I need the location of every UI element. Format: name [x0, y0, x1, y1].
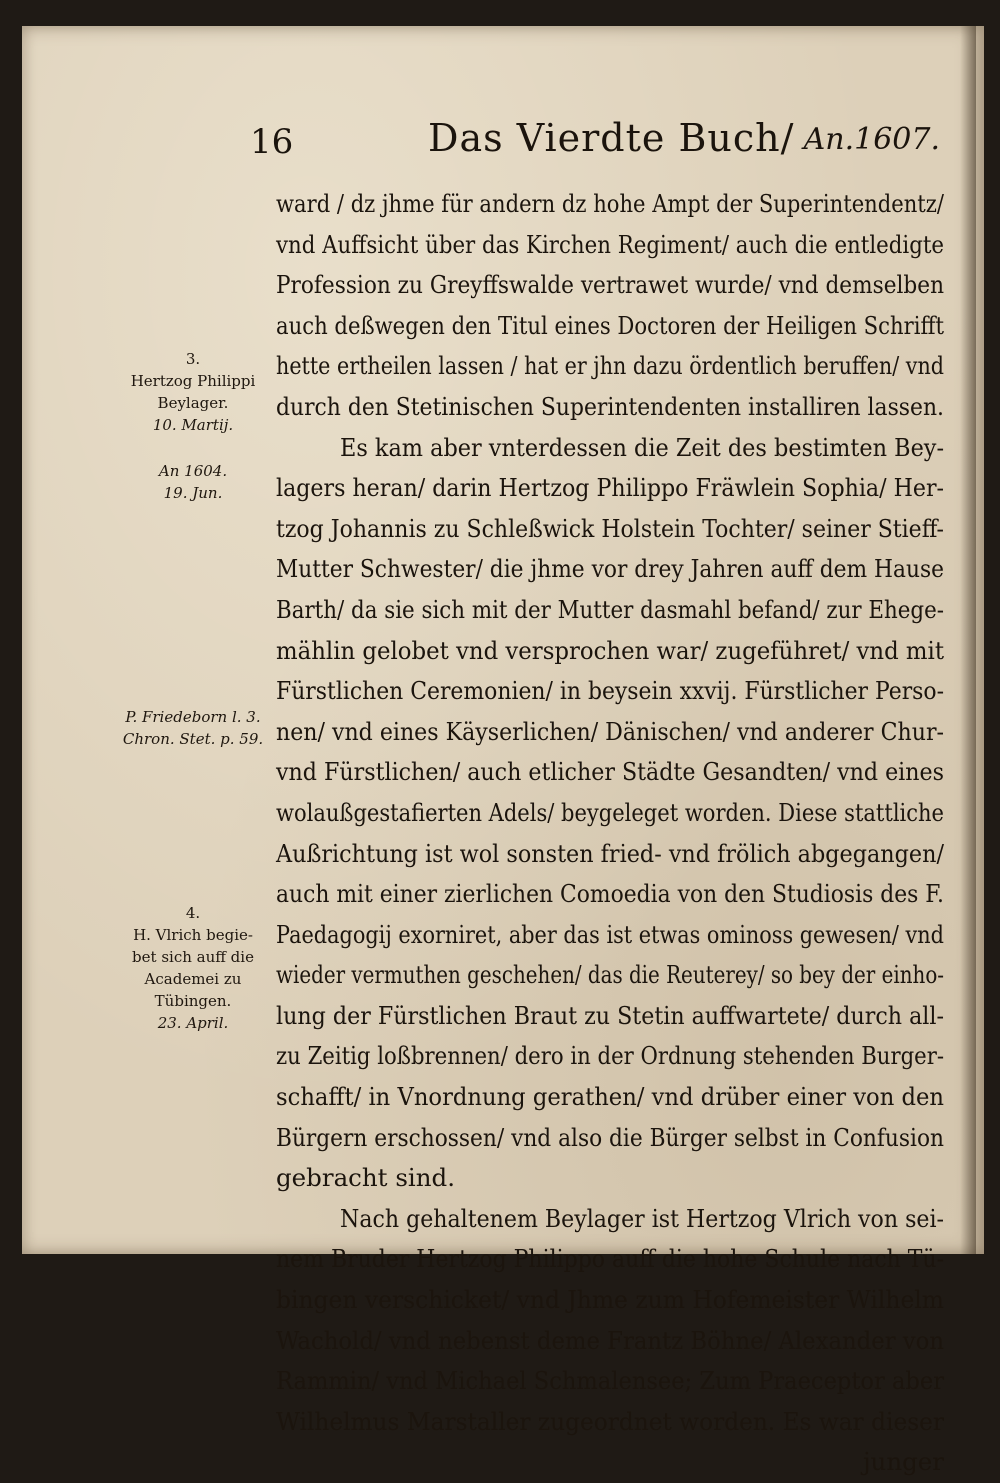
margin-note-line: Beylager.: [157, 394, 229, 412]
margin-note-line: Academei zu: [144, 970, 242, 988]
margin-note-citation: [118, 706, 268, 750]
text-line: Fürstlichen Ceremonien/ in beysein xxvij. Fürstlicher Perso-: [276, 676, 944, 706]
margin-note-ulrich: [118, 902, 268, 1034]
text-line: gebracht sind.: [276, 1163, 455, 1193]
text-line: Bürgern erschossen/ vnd also die Bürger selbst in Confusion: [276, 1122, 944, 1152]
margin-note-line: 4.: [185, 904, 201, 922]
text-line: ward / dz jhme für andern dz hohe Ampt der Superintendentz/: [276, 189, 944, 218]
paragraph-start-line: Nach gehaltenem Beylager ist Hertzog Vlrich von sei-: [340, 1203, 944, 1233]
text-line: Rammin/ vnd Michael Schmalensee; Zum Praeceptor aber: [276, 1366, 944, 1396]
margin-note-line: 19. Jun.: [163, 484, 223, 502]
margin-note-line: 23. April.: [157, 1014, 229, 1032]
margin-note-line: An 1604.: [158, 462, 228, 480]
text-line: tzog Johannis zu Schleßwick Holstein Tochter/ seiner Stieff-: [276, 513, 944, 543]
book-page: [22, 26, 984, 1477]
text-line: Mutter Schwester/ die jhme vor drey Jahren auff dem Hause: [276, 554, 944, 584]
text-line: Außrichtung ist wol sonsten fried- vnd frölich abgegangen/: [276, 838, 944, 868]
running-title: Das Vierdte Buch/: [428, 116, 795, 160]
text-line: auch deßwegen den Titul eines Doctoren der Heiligen Schrifft: [276, 310, 944, 340]
text-line: nem Bruder Hertzog Philippo auff die hohe Schule nach Tü-: [276, 1244, 944, 1274]
text-line: bingen verschicket/ vnd Jhme zum Hofemeister Wilhelm: [276, 1285, 944, 1315]
text-line: vnd Auffsicht über das Kirchen Regiment/ auch die entledigte: [276, 229, 944, 259]
page-number: 16: [250, 122, 294, 162]
running-header: [250, 108, 940, 178]
text-line: Wachold/ vnd nebenst deme Frantz Böhne/ Alexander von: [276, 1325, 944, 1355]
text-line: durch den Stetinischen Superintendenten installiren lassen.: [276, 391, 944, 421]
margin-note-line: 10. Martij.: [152, 416, 234, 434]
text-line: wolaußgestafierten Adels/ beygeleget worden. Diese stattliche: [276, 797, 944, 827]
text-line: lung der Fürstlichen Braut zu Stetin auffwartete/ durch all-: [276, 1000, 944, 1030]
body-text: [276, 184, 944, 1483]
text-line: zu Zeitig loßbrennen/ dero in der Ordnung stehenden Burger-: [276, 1041, 944, 1071]
text-line: lagers heran/ darin Hertzog Philippo Fräwlein Sophia/ Her-: [276, 473, 944, 503]
catchword: junger: [862, 1447, 944, 1477]
text-line: hette ertheilen lassen / hat er jhn dazu ördentlich beruffen/ vnd: [276, 351, 944, 381]
text-line: Paedagogij exorniret, aber das ist etwas ominoss gewesen/ vnd: [276, 919, 944, 949]
text-line: nen/ vnd eines Käyserlichen/ Dänischen/ vnd anderer Chur-: [276, 716, 944, 746]
margin-note-line: 3.: [185, 350, 201, 368]
text-line: wieder vermuthen geschehen/ das die Reuterey/ so bey der einho-: [276, 960, 944, 990]
year-marker: An.1607.: [803, 122, 940, 157]
margin-note-wedding: [118, 348, 268, 436]
text-line: schafft/ in Vnordnung gerathen/ vnd drüber einer von den: [276, 1082, 944, 1112]
margin-note-line: Hertzog Philippi: [130, 372, 256, 390]
margin-note-line: Chron. Stet. p. 59.: [122, 730, 264, 748]
paragraph-start-line: Es kam aber vnterdessen die Zeit des bestimten Bey-: [340, 432, 944, 462]
margin-note-date: [118, 460, 268, 504]
text-line: auch mit einer zierlichen Comoedia von den Studiosis des F.: [276, 879, 944, 909]
text-line: Wilhelmus Marstaller zugeordnet worden. Es war dieser: [276, 1406, 944, 1436]
text-line: Barth/ da sie sich mit der Mutter dasmahl befand/ zur Ehege-: [276, 594, 944, 624]
margin-note-line: Tübingen.: [154, 992, 232, 1010]
text-line: Profession zu Greyffswalde vertrawet wurde/ vnd demselben: [276, 270, 944, 300]
text-line: vnd Fürstlichen/ auch etlicher Städte Gesandten/ vnd eines: [276, 757, 944, 787]
margin-note-line: bet sich auff die: [132, 948, 254, 966]
page-spine-shadow: [960, 26, 976, 1254]
margin-note-line: H. Vlrich begie-: [133, 926, 253, 944]
margin-note-line: P. Friedeborn l. 3.: [125, 708, 261, 726]
text-line: mählin gelobet vnd versprochen war/ zugeführet/ vnd mit: [276, 635, 944, 665]
